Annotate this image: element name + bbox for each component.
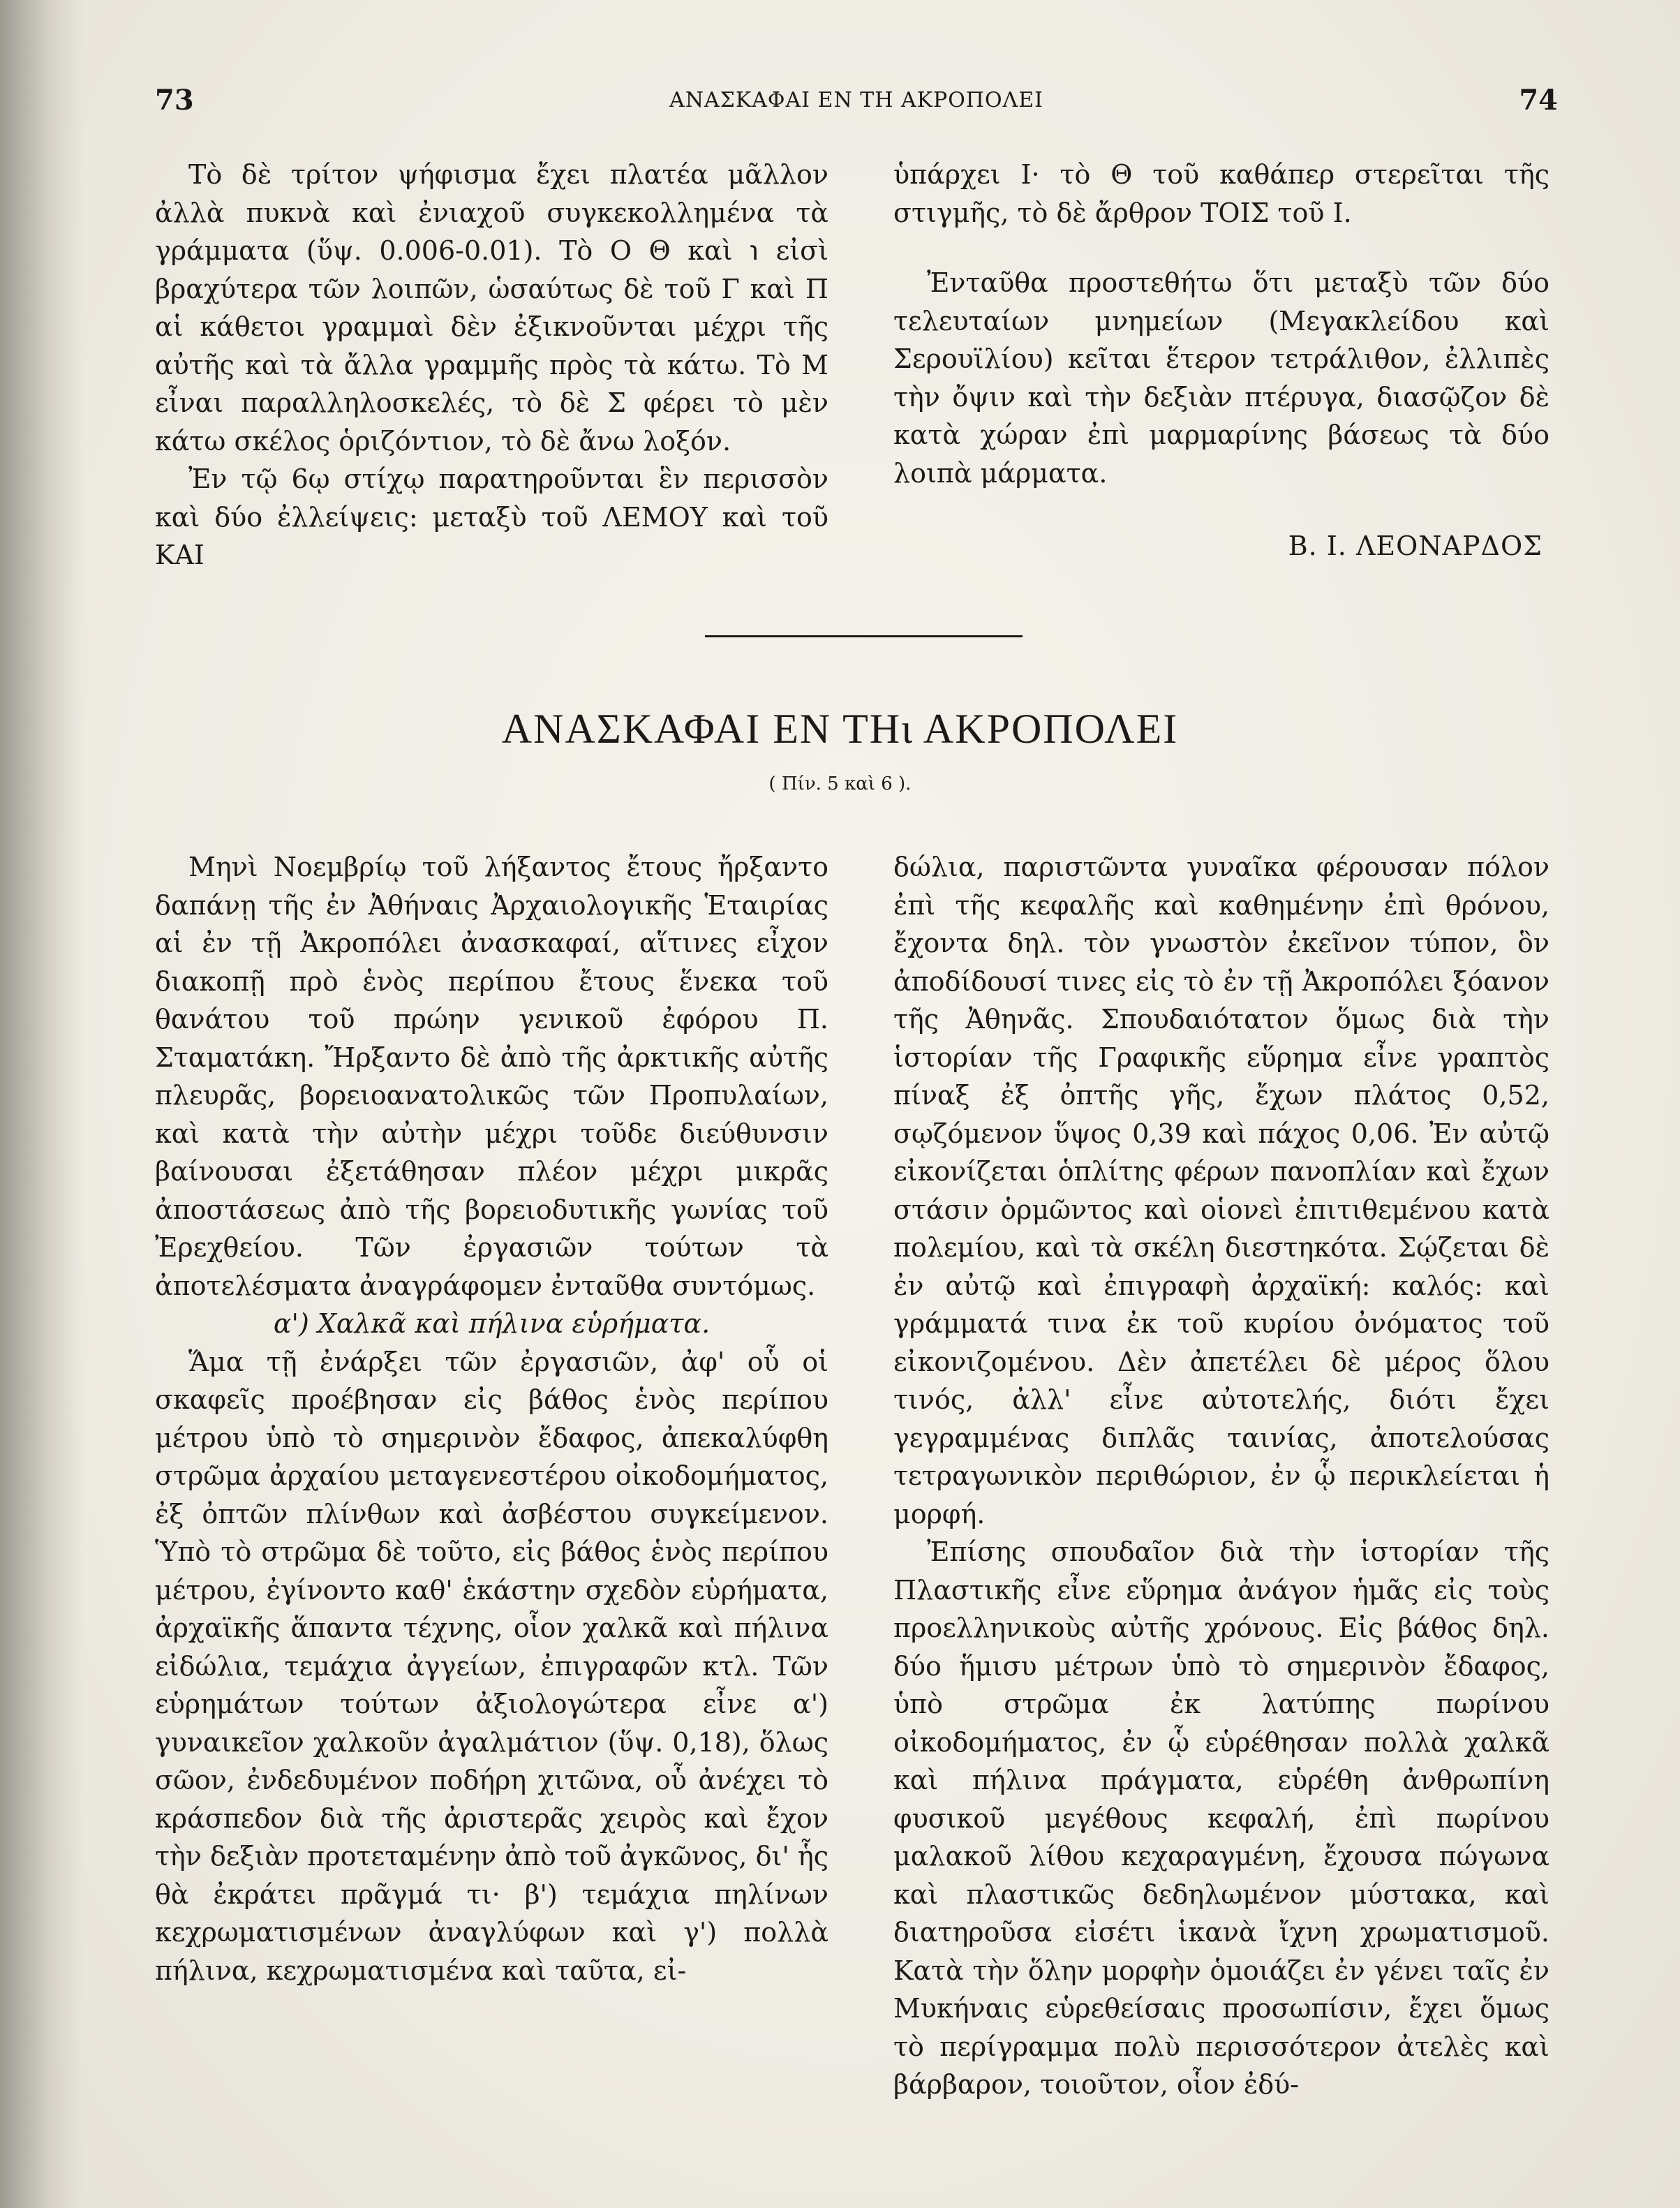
section-divider [705,635,1023,637]
top-left-column [155,156,828,575]
author-signature: Β. Ι. ΛΕΟΝΑΡΔΟΣ [1288,531,1543,561]
bottom-left-column [155,848,828,1990]
article-title: ΑΝΑΣΚΑΦΑΙ ΕΝ ΤΗι ΑΚΡΟΠΟΛΕΙ [501,706,1179,752]
paragraph: ὑπάρχει Ι· τὸ Θ τοῦ καθάπερ στερεῖται τῆς στιγμῆς, τὸ δὲ ἄρθρον ΤΟΙΣ τοῦ Ι. [893,159,1549,228]
article-subtitle: ( Πίν. 5 καὶ 6 ). [768,773,912,794]
bottom-right-column [893,848,1549,2104]
binding-shadow [0,0,84,2208]
paragraph: Μηνὶ Νοεμβρίῳ τοῦ λήξαντος ἔτους ἤρξαντο δαπάνῃ τῆς ἐν Ἀθήναις Ἀρχαιολογικῆς Ἑταιρίας αἱ ἐν τῇ Ἀκροπόλει ἀνασκαφαί, αἵτινες εἶχον διακοπῇ πρὸ ἑνὸς περίπου ἔτους ἕνεκα τοῦ θανάτου τοῦ πρώην γενικοῦ ἐφόρου Π. Σταματάκη. Ἤρξαντο δὲ ἀπὸ τῆς ἀρκτικῆς αὐτῆς πλευρᾶς, βορειοανατολικῶς τῶν Προπυλαίων, καὶ κατὰ τὴν αὐτὴν μέχρι τοῦδε διεύθυνσιν βαίνουσαι ἐξετάθησαν πλέον μέχρι μικρᾶς ἀποστάσεως ἀπὸ τῆς βορειοδυτικῆς γωνίας τοῦ Ἐρεχθείου. Τῶν ἐργασιῶν τούτων τὰ ἀποτελέσματα ἀναγράφομεν ἐνταῦθα συντόμως. [155,852,828,1301]
paragraph: Ἅμα τῇ ἐνάρξει τῶν ἐργασιῶν, ἀφ' οὗ οἱ σκαφεῖς προέβησαν εἰς βάθος ἑνὸς περίπου μέτρου ὑπὸ τὸ σημερινὸν ἔδαφος, ἀπεκαλύφθη στρῶμα ἀρχαίου μεταγενεστέρου οἰκοδομήματος, ἐξ ὀπτῶν πλίνθων καὶ ἀσβέστου συγκείμενον. Ὑπὸ τὸ στρῶμα δὲ τοῦτο, εἰς βάθος ἑνὸς περίπου μέτρου, ἐγίνοντο καθ' ἑκάστην σχεδὸν εὑρήματα, ἀρχαϊκῆς ἅπαντα τέχνης, οἷον χαλκᾶ καὶ πήλινα εἰδώλια, τεμάχια ἀγγείων, ἐπιγραφῶν κτλ. Τῶν εὑρημάτων τούτων ἀξιολογώτερα εἶνε α') γυναικεῖον χαλκοῦν ἀγαλμάτιον (ὕψ. 0,18), ὅλως σῶον, ἐνδεδυμένον ποδήρη χιτῶνα, οὗ ἀνέχει τὸ κράσπεδον διὰ τῆς ἀριστερᾶς χειρὸς καὶ ἔχον τὴν δεξιὰν προτεταμένην ἀπὸ τοῦ ἀγκῶνος, δι' ἧς θὰ ἐκράτει πρᾶγμά τι· β') τεμάχια πηλίνων κεχρωματισμένων ἀναγλύφων καὶ γ') πολλὰ πήλινα, κεχρωματισμένα καὶ ταῦτα, εἰ- [155,1346,828,1986]
paragraph: Τὸ δὲ τρίτον ψήφισμα ἔχει πλατέα μᾶλλον ἀλλὰ πυκνὰ καὶ ἐνιαχοῦ συγκεκολλημένα τὰ γράμματα (ὕψ. 0.006-0.01). Τὸ Ο Θ καὶ ℩ εἰσὶ βραχύτερα τῶν λοιπῶν, ὡσαύτως δὲ τοῦ Γ καὶ Π αἱ κάθετοι γραμμαὶ δὲν ἐξικνοῦνται μέχρι τῆς αὐτῆς καὶ τὰ ἄλλα γραμμῆς πρὸς τὰ κάτω. Τὸ Μ εἶναι παραλληλοσκελές, τὸ δὲ Σ φέρει τὸ μὲν κάτω σκέλος ὁριζόντιον, τὸ δὲ ἄνω λοξόν. [155,159,828,457]
paragraph: Ἐν τῷ 6ῳ στίχῳ παρατηροῦνται ἓν περισσὸν καὶ δύο ἐλλείψεις: μεταξὺ τοῦ ΛΕΜΟΥ καὶ τοῦ ΚΑΙ [155,464,828,570]
page-header [155,84,1558,126]
paragraph: Ἐπίσης σπουδαῖον διὰ τὴν ἱστορίαν τῆς Πλαστικῆς εἶνε εὕρημα ἀνάγον ἡμᾶς εἰς τοὺς προελληνικοὺς αὐτῆς χρόνους. Εἰς βάθος δηλ. δύο ἥμισυ μέτρων ὑπὸ τὸ σημερινὸν ἔδαφος, ὑπὸ στρῶμα ἐκ λατύπης πωρίνου οἰκοδομήματος, ἐν ᾧ εὑρέθησαν πολλὰ χαλκᾶ καὶ πήλινα πράγματα, εὑρέθη ἀνθρωπίνη φυσικοῦ μεγέθους κεφαλή, ἐπὶ πωρίνου μαλακοῦ λίθου κεχαραγμένη, ἔχουσα πώγωνα καὶ πλαστικῶς δεδηλωμένον μύστακα, καὶ διατηροῦσα εἰσέτι ἱκανὰ ἴχνη χρωματισμοῦ. Κατὰ τὴν ὅλην μορφὴν ὁμοιάζει ἐν γένει ταῖς ἐν Μυκήναις εὑρεθείσαις προσωπίσιν, ἔχει ὅμως τὸ περίγραμμα πολὺ περισσότερον ἀτελὲς καὶ βάρβαρον, τοιοῦτον, οἷον ἐδύ- [893,1536,1549,2100]
top-right-column [893,156,1549,565]
running-title: ΑΝΑΣΚΑΦΑΙ ΕΝ ΤΗ ΑΚΡΟΠΟΛΕΙ [669,88,1043,112]
paragraph: Ἐνταῦθα προστεθήτω ὅτι μεταξὺ τῶν δύο τελευταίων μνημείων (Μεγακλείδου καὶ Σερουϊλίου) κεῖται ἕτερον τετράλιθον, ἐλλιπὲς τὴν ὄψιν καὶ τὴν δεξιὰν πτέρυγα, διασῷζον δὲ κατὰ χώραν ἐπὶ μαρμαρίνης βάσεως τὰ δύο λοιπὰ μάρματα. [893,267,1549,489]
section-subheading: α') Χαλκᾶ καὶ πήλινα εὑρήματα. [273,1308,711,1339]
paragraph: δώλια, παριστῶντα γυναῖκα φέρουσαν πόλον ἐπὶ τῆς κεφαλῆς καὶ καθημένην ἐπὶ θρόνου, ἔχοντα δηλ. τὸν γνωστὸν ἐκεῖνον τύπον, ὃν ἀποδίδουσί τινες εἰς τὸ ἐν τῇ Ἀκροπόλει ξόανον τῆς Ἀθηνᾶς. Σπουδαιότατον ὅμως διὰ τὴν ἱστορίαν τῆς Γραφικῆς εὕρημα εἶνε γραπτὸς πίναξ ἐξ ὀπτῆς γῆς, ἔχων πλάτος 0,52, σῳζόμενον ὕψος 0,39 καὶ πάχος 0,06. Ἐν αὐτῷ εἰκονίζεται ὁπλίτης φέρων πανοπλίαν καὶ ἔχων στάσιν ὁρμῶντος καὶ οἱονεὶ ἐπιτιθεμένου κατὰ πολεμίου, καὶ τὰ σκέλη διεστηκότα. Σῴζεται δὲ ἐν αὐτῷ καὶ ἐπιγραφὴ ἀρχαϊκή: καλός: καὶ γράμματά τινα ἐκ τοῦ κυρίου ὀνόματος τοῦ εἰκονιζομένου. Δὲν ἀπετέλει δὲ μέρος ὅλου τινός, ἀλλ' εἶνε αὐτοτελής, διότι ἔχει γεγραμμένας διπλᾶς ταινίας, ἀποτελούσας τετραγωνικὸν περιθώριον, ἐν ᾧ περικλείεται ἡ μορφή. [893,852,1549,1529]
page-number-right: 74 [1519,84,1558,117]
page-number-left: 73 [155,84,194,117]
